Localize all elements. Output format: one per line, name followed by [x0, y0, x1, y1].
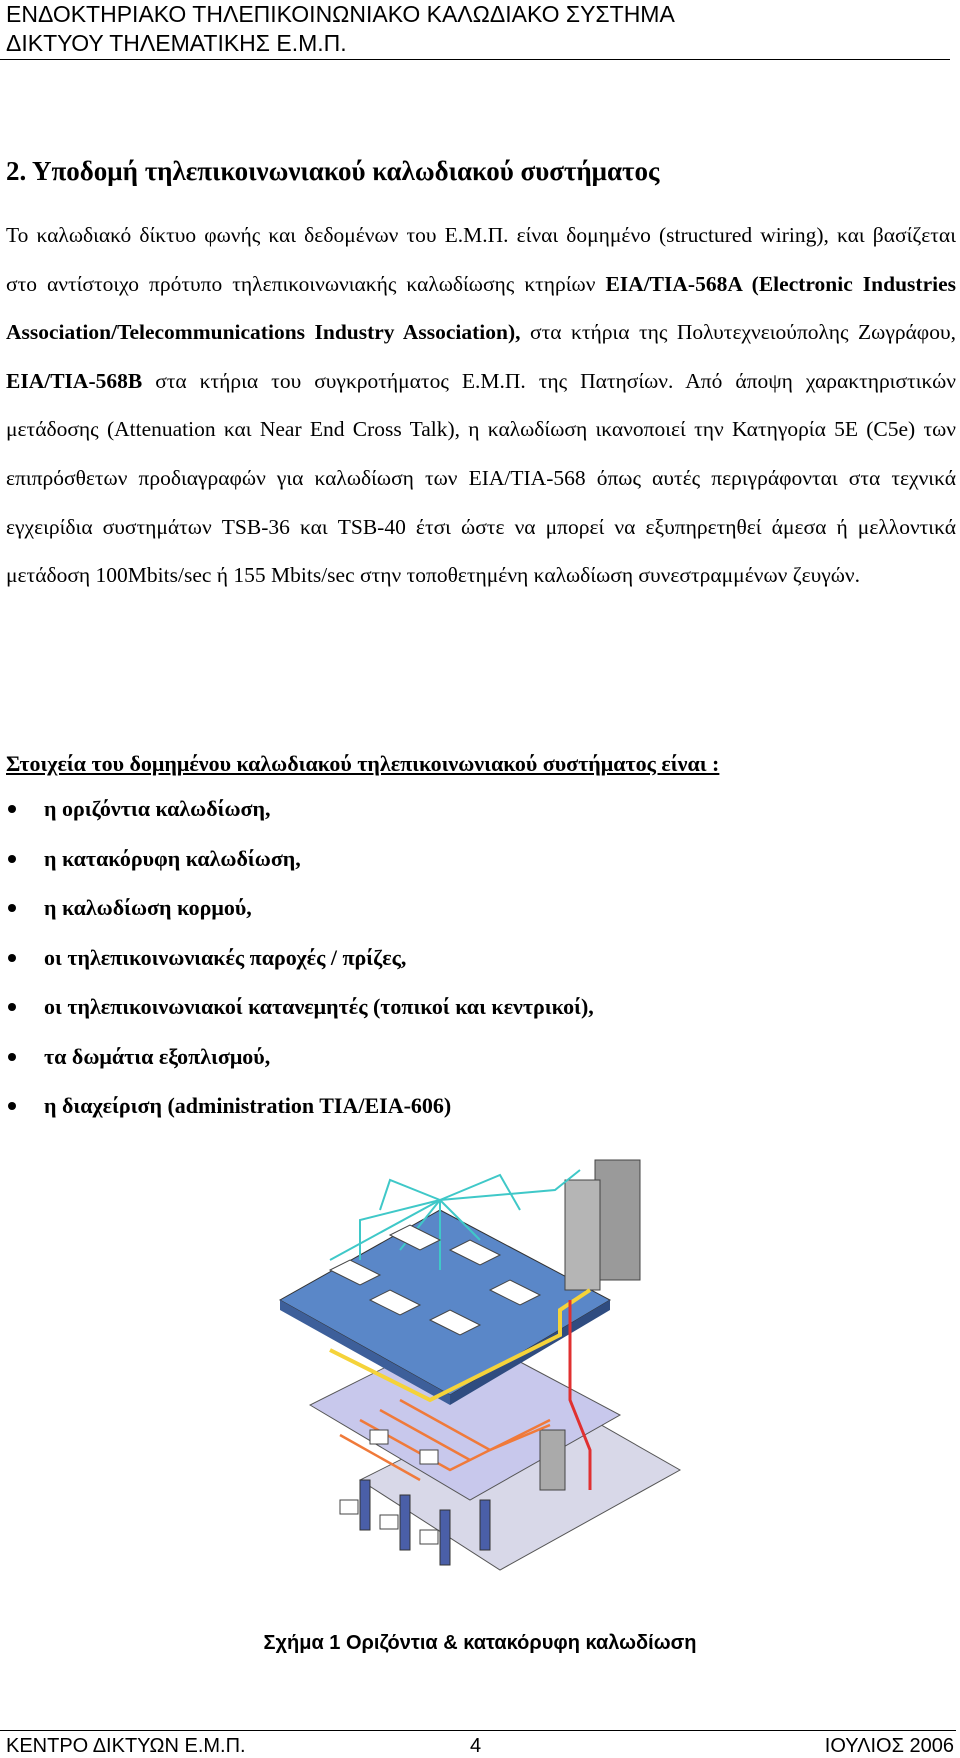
page-number: 4	[470, 1735, 482, 1757]
standard-568b: EIA/TIA-568B	[6, 368, 143, 393]
list-item: οι τηλεπικοινωνιακές παροχές / πρίζες,	[6, 946, 594, 996]
list-item: τα δωμάτια εξοπλισμού,	[6, 1045, 594, 1095]
footer-organization: ΚΕΝΤΡΟ ΔΙΚΤΥΩΝ Ε.Μ.Π.	[6, 1735, 246, 1757]
bullet-icon	[8, 1102, 16, 1110]
list-item: η οριζόντια καλωδίωση,	[6, 797, 594, 847]
bullet-icon	[8, 805, 16, 813]
cabling-illustration	[270, 1150, 690, 1590]
bullet-icon	[8, 1053, 16, 1061]
standard-568a: EIA/TIA-568A (Electronic Industries Association/Telecommunications Industry Association),	[6, 271, 956, 345]
body-paragraph	[6, 211, 956, 600]
bullet-icon	[8, 855, 16, 863]
elements-list	[6, 797, 594, 1144]
section-title: 2. Υποδομή τηλεπικοινωνιακού καλωδιακού συστήματος	[6, 156, 660, 186]
list-item: η καλωδίωση κορμού,	[6, 896, 594, 946]
footer-date: ΙΟΥΛΙΟΣ 2006	[824, 1735, 954, 1757]
body-text-part-1: Το καλωδιακό δίκτυο φωνής και δεδομένων του Ε.Μ.Π. είναι δομημένο (structured wiring), και βασίζεται στο αντίστοιχο πρότυπο τηλεπικοινωνιακής καλωδίωσης κτηρίων	[6, 223, 956, 296]
header-line-2: ΔΙΚΤΥΟΥ ΤΗΛΕΜΑΤΙΚΗΣ Ε.Μ.Π.	[6, 30, 347, 56]
page-header	[6, 0, 956, 58]
elements-heading: Στοιχεία του δομημένου καλωδιακού τηλεπικοινωνιακού συστήματος είναι :	[6, 751, 720, 776]
footer-rule	[0, 1730, 956, 1731]
list-item: η κατακόρυφη καλωδίωση,	[6, 847, 594, 897]
list-item: η διαχείριση (administration TIA/EIA-606)	[6, 1094, 594, 1144]
bullet-icon	[8, 954, 16, 962]
body-text-part-2: στα κτήρια της Πολυτεχνειούπολης Ζωγράφου,	[520, 320, 956, 345]
bullet-icon	[8, 1003, 16, 1011]
header-line-1: ΕΝΔΟΚΤΗΡΙΑΚΟ ΤΗΛΕΠΙΚΟΙΝΩΝΙΑΚΟ ΚΑΛΩΔΙΑΚΟ ΣΥΣΤΗΜΑ	[6, 1, 675, 27]
body-text-part-3: στα κτήρια του συγκροτήματος Ε.Μ.Π. της Πατησίων. Από άποψη χαρακτηριστικών μετάδοσης (Attenuation και Near End Cross Talk), η καλωδίωση ικανοποιεί την Κατηγορία 5E (C5e) των επιπρόσθετων προδιαγραφών για καλωδίωση των EIA/TIA-568 όπως αυτές περιγράφονται στα τεχνικά εγχειρίδια συστημάτων TSB-36 και TSB-40 έτσι ώστε να μπορεί να εξυπηρετηθεί άμεσα ή μελλοντικά μετάδοση 100Mbits/sec ή 155 Mbits/sec στην τοποθετημένη καλωδίωση συνεστραμμένων ζευγών.	[6, 368, 956, 588]
header-rule	[0, 59, 950, 60]
bullet-icon	[8, 904, 16, 912]
list-item: οι τηλεπικοινωνιακοί κατανεμητές (τοπικοί και κεντρικοί),	[6, 995, 594, 1045]
figure-caption: Σχήμα 1 Οριζόντια & κατακόρυφη καλωδίωση	[263, 1632, 697, 1654]
